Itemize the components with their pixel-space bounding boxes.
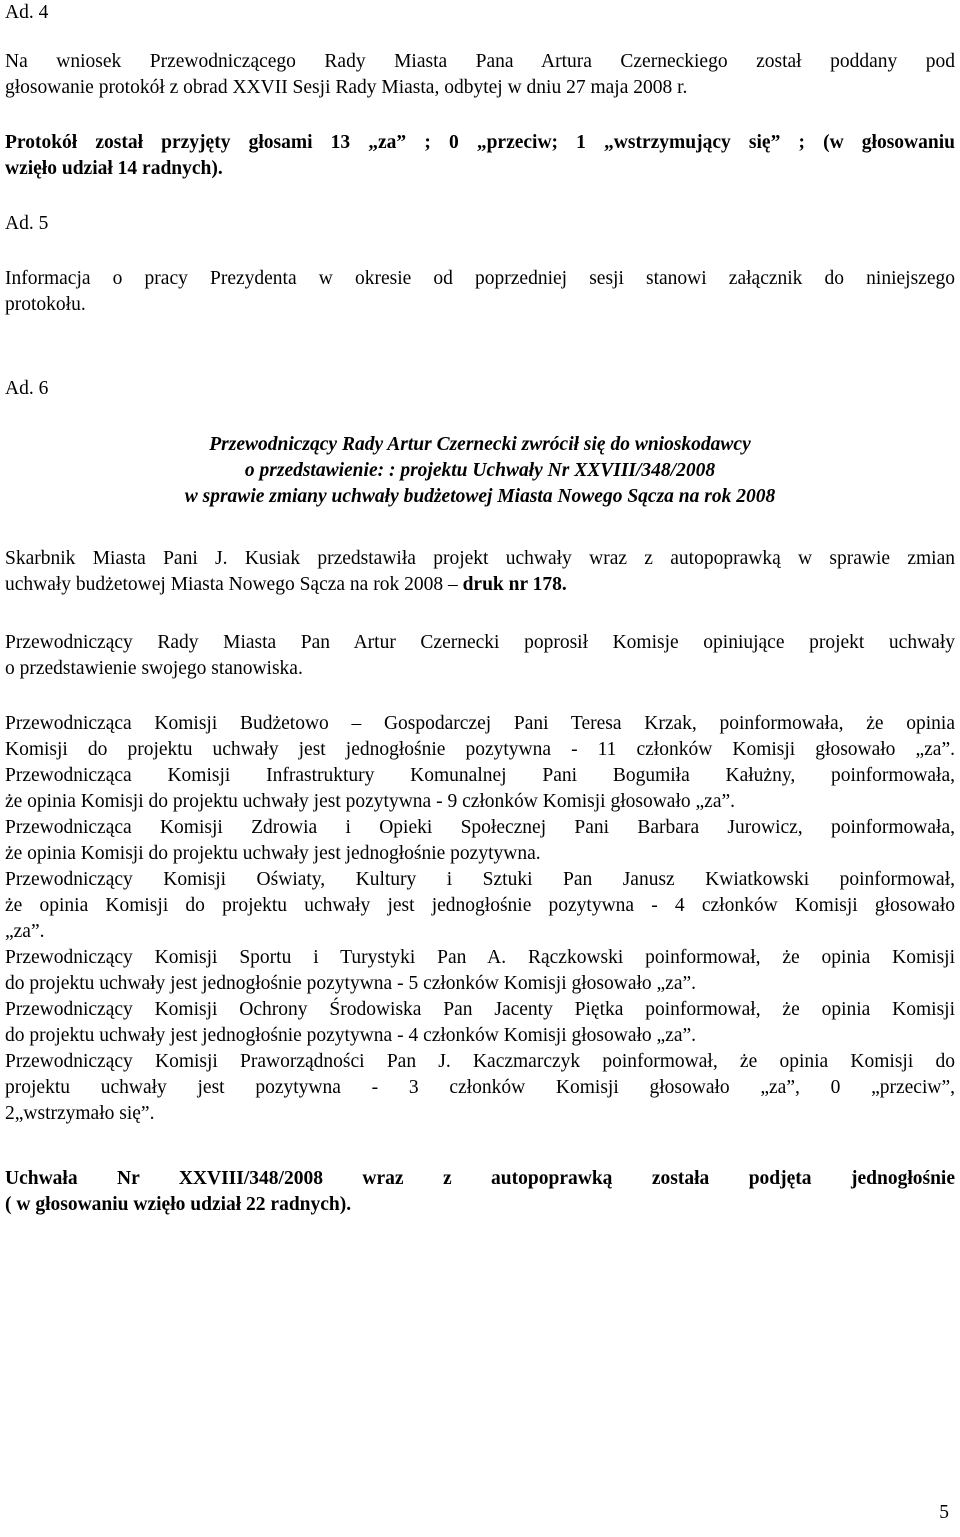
ad5-line2: protokołu. <box>5 294 86 315</box>
komisje-line: Przewodniczący Komisji Oświaty, Kultury i Sztuki Pan Janusz Kwiatkowski poinformował, <box>5 869 955 890</box>
komisje-line: 2„wstrzymało się”. <box>5 1103 155 1124</box>
przew-line1: Przewodniczący Rady Miasta Pan Artur Czernecki poprosił Komisje opiniujące projekt uchwały <box>5 632 955 653</box>
komisje-line: do projektu uchwały jest jednogłośnie pozytywna - 5 członków Komisji głosowało „za”. <box>5 973 697 994</box>
komisje-line: Przewodnicząca Komisji Budżetowo – Gospodarczej Pani Teresa Krzak, poinformowała, że opinia <box>5 713 955 734</box>
komisje-line: projektu uchwały jest pozytywna - 3 członków Komisji głosowało „za”, 0 „przeciw”, <box>5 1077 955 1098</box>
ad6-title-line2: o przedstawienie: : projektu Uchwały Nr XXVIII/348/2008 <box>244 460 716 481</box>
komisje-line: Przewodniczący Komisji Sportu i Turystyki Pan A. Rączkowski poinformował, że opinia Komisji <box>5 947 955 968</box>
ad4-p2-line2: wzięło udział 14 radnych). <box>5 158 223 179</box>
komisje-line: że opinia Komisji do projektu uchwały jest pozytywna - 9 członków Komisji głosowało „za”. <box>5 791 736 812</box>
komisje-opinions <box>5 711 955 1127</box>
komisje-line: Przewodniczący Komisji Ochrony Środowiska Pan Jacenty Piętka poinformował, że opinia Komisji <box>5 999 955 1020</box>
result-line1: Uchwała Nr XXVIII/348/2008 wraz z autopoprawką została podjęta jednogłośnie <box>5 1168 955 1189</box>
ad4-p1-line1: Na wniosek Przewodniczącego Rady Miasta Pana Artura Czerneckiego został poddany pod <box>5 51 955 72</box>
document-page <box>5 0 955 1537</box>
ad6-title-line1: Przewodniczący Rady Artur Czernecki zwrócił się do wnioskodawcy <box>209 434 751 455</box>
uchwala-result <box>5 1166 955 1218</box>
ad4-heading: Ad. 4 <box>5 2 49 23</box>
przewodniczacy-paragraph <box>5 630 955 682</box>
komisje-line: do projektu uchwały jest jednogłośnie pozytywna - 4 członków Komisji głosowało „za”. <box>5 1025 697 1046</box>
komisje-line: „za”. <box>5 921 45 942</box>
skarbnik-line2-text: uchwały budżetowej Miasta Nowego Sącza na rok 2008 <box>5 574 448 595</box>
ad5-line1: Informacja o pracy Prezydenta w okresie od poprzedniej sesji stanowi załącznik do niniejszego <box>5 268 955 289</box>
skarbnik-line2-dash: – <box>447 574 463 595</box>
komisje-line: że opinia Komisji do projektu uchwały jest jednogłośnie pozytywna. <box>5 843 541 864</box>
komisje-line: że opinia Komisji do projektu uchwały jest jednogłośnie pozytywna - 4 członków Komisji głosowało <box>5 895 955 916</box>
ad4-paragraph-1 <box>5 49 955 101</box>
ad6-title <box>5 432 955 510</box>
skarbnik-paragraph <box>5 546 955 598</box>
komisje-line: Komisji do projektu uchwały jest jednogłośnie pozytywna - 11 członków Komisji głosowało „za”. <box>5 739 955 760</box>
komisje-line: Przewodniczący Komisji Praworządności Pan J. Kaczmarczyk poinformował, że opinia Komisji do <box>5 1051 955 1072</box>
ad4-p2-line1: Protokół został przyjęty głosami 13 „za” ; 0 „przeciw; 1 „wstrzymujący się” ; (w głosowaniu <box>5 132 955 153</box>
ad4-paragraph-2 <box>5 130 955 182</box>
ad5-heading: Ad. 5 <box>5 213 49 234</box>
ad5-paragraph <box>5 266 955 318</box>
result-line2: ( w głosowaniu wzięło udział 22 radnych). <box>5 1194 352 1215</box>
druk-number: druk nr 178. <box>462 574 567 595</box>
skarbnik-line2 <box>5 572 955 598</box>
ad4-p1-line2: głosowanie protokół z obrad XXVII Sesji Rady Miasta, odbytej w dniu 27 maja 2008 r. <box>5 77 688 98</box>
skarbnik-line1: Skarbnik Miasta Pani J. Kusiak przedstawiła projekt uchwały wraz z autopoprawką w sprawie zmian <box>5 548 955 569</box>
przew-line2: o przedstawienie swojego stanowiska. <box>5 658 303 679</box>
komisje-line: Przewodnicząca Komisji Zdrowia i Opieki Społecznej Pani Barbara Jurowicz, poinformowała, <box>5 817 955 838</box>
page-number: 5 <box>939 1502 949 1523</box>
ad6-heading: Ad. 6 <box>5 378 49 399</box>
ad6-title-line3: w sprawie zmiany uchwały budżetowej Miasta Nowego Sącza na rok 2008 <box>184 486 776 507</box>
komisje-line: Przewodnicząca Komisji Infrastruktury Komunalnej Pani Bogumiła Kałużny, poinformowała, <box>5 765 955 786</box>
